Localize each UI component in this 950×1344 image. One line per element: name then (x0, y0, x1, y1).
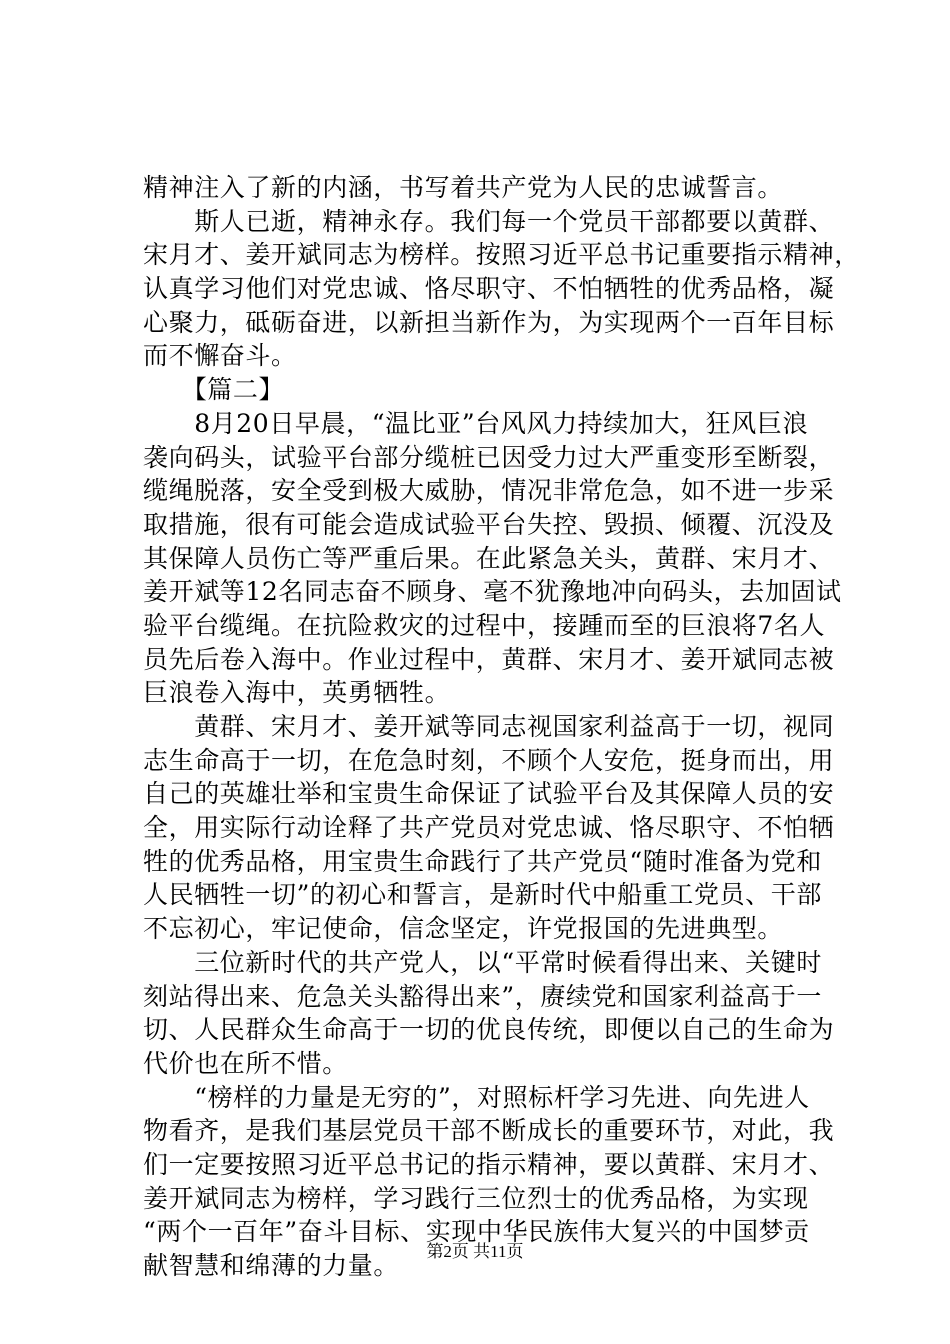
text-line: 斯人已逝，精神永存。我们每一个党员干部都要以黄群、 (143, 206, 835, 236)
text-line: 缆绳脱落，安全受到极大威胁，情况非常危急，如不进一步采 (143, 476, 835, 506)
text-line: 全，用实际行动诠释了共产党员对党忠诚、恪尽职守、不怕牺 (143, 813, 835, 843)
text-line: 刻站得出来、危急关头豁得出来”，赓续党和国家利益高于一 (143, 981, 822, 1011)
text-line: 志生命高于一切，在危急时刻，不顾个人安危，挺身而出，用 (143, 745, 835, 775)
text-line: 【篇二】 (143, 375, 285, 405)
page-footer: 第2页 共11页 (426, 1242, 524, 1261)
text-line: 物看齐，是我们基层党员干部不断成长的重要环节，对此，我 (143, 1116, 835, 1146)
text-line: 代价也在所不惜。 (143, 1048, 348, 1078)
text-line: 精神注入了新的内涵，书写着共产党为人民的忠诚誓言。 (143, 173, 784, 202)
text-line: 不忘初心，牢记使命，信念坚定，许党报国的先进典型。 (143, 914, 784, 944)
text-line: “两个一百年”奋斗目标、实现中华民族伟大复兴的中国梦贡 (143, 1217, 810, 1247)
text-line: 黄群、宋月才、姜开斌等同志视国家利益高于一切，视同 (143, 712, 835, 741)
text-line: 8月20日早晨，“温比亚”台风风力持续加大，狂风巨浪 (143, 408, 809, 438)
text-line: 巨浪卷入海中，英勇牺牲。 (143, 678, 451, 708)
text-line: 人民牺牲一切”的初心和誓言，是新时代中船重工党员、干部 (143, 880, 822, 910)
text-line: 姜开斌同志为榜样，学习践行三位烈士的优秀品格，为实现 (143, 1183, 809, 1213)
text-line: 而不懈奋斗。 (143, 341, 297, 371)
text-line: 牲的优秀品格，用宝贵生命践行了共产党员“随时准备为党和 (143, 846, 822, 876)
text-line: 其保障人员伤亡等严重后果。在此紧急关头，黄群、宋月才、 (143, 543, 835, 573)
text-line: 献智慧和绵薄的力量。 (143, 1251, 400, 1280)
text-line: 姜开斌等12名同志奋不顾身、毫不犹豫地冲向码头，去加固试 (143, 577, 842, 607)
text-line: 认真学习他们对党忠诚、恪尽职守、不怕牺牲的优秀品格，凝 (143, 274, 835, 304)
text-line: 验平台缆绳。在抗险救灾的过程中，接踵而至的巨浪将7名人 (143, 610, 826, 640)
text-line: 自己的英雄壮举和宝贵生命保证了试验平台及其保障人员的安 (143, 779, 835, 809)
text-line: 宋月才、姜开斌同志为榜样。按照习近平总书记重要指示精神， (143, 240, 860, 270)
text-line: 袭向码头，试验平台部分缆桩已因受力过大严重变形至断裂， (143, 442, 835, 472)
text-line: 切、人民群众生命高于一切的优良传统，即便以自己的生命为 (143, 1015, 835, 1045)
document-body (143, 171, 860, 1283)
text-line: 员先后卷入海中。作业过程中，黄群、宋月才、姜开斌同志被 (143, 644, 835, 674)
text-line: 取措施，很有可能会造成试验平台失控、毁损、倾覆、沉没及 (143, 509, 835, 539)
text-line: “榜样的力量是无穷的”，对照标杆学习先进、向先进人 (143, 1082, 810, 1112)
text-line: 三位新时代的共产党人，以“平常时候看得出来、关键时 (143, 947, 822, 977)
text-line: 们一定要按照习近平总书记的指示精神，要以黄群、宋月才、 (143, 1149, 835, 1179)
text-line: 心聚力，砥砺奋进，以新担当新作为，为实现两个一百年目标 (143, 307, 835, 337)
